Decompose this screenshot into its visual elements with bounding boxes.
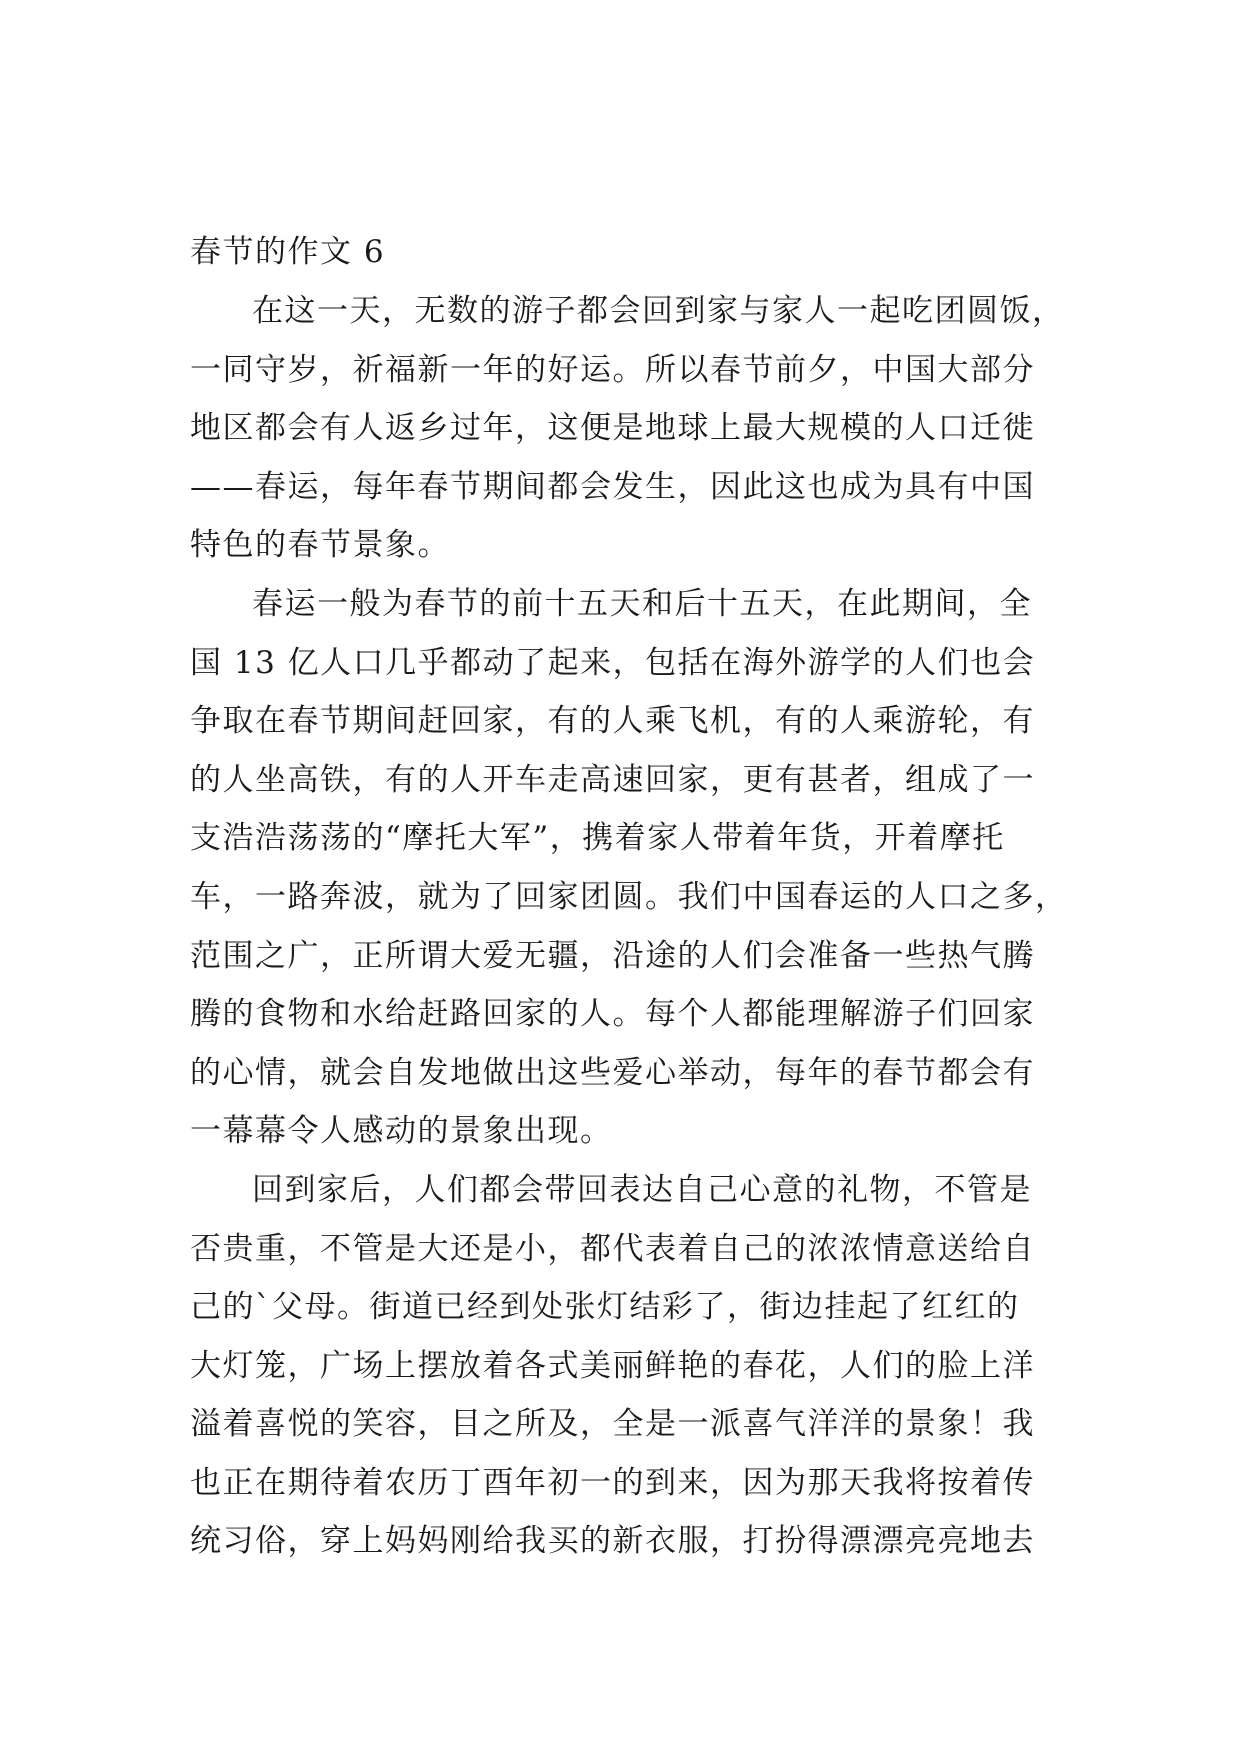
paragraph-1-line-4: ——春运，每年春节期间都会发生，因此这也成为具有中国 (190, 469, 1035, 505)
paragraph-2-line-1: 春运一般为春节的前十五天和后十五天，在此期间，全 (252, 586, 1032, 622)
paragraph-1-line-2: 一同守岁，祈福新一年的好运。所以春节前夕，中国大部分 (190, 352, 1035, 388)
paragraph-2-line-10: 一幕幕令人感动的景象出现。 (190, 1113, 613, 1149)
paragraph-2-line-7: 范围之广，正所谓大爱无疆，沿途的人们会准备一些热气腾 (190, 938, 1035, 974)
paragraph-1-line-5: 特色的春节景象。 (190, 527, 450, 563)
document-title: 春节的作文 6 (190, 234, 386, 270)
paragraph-2-line-6: 车，一路奔波，就为了回家团圆。我们中国春运的人口之多， (190, 879, 1068, 915)
paragraph-3-line-4: 大灯笼，广场上摆放着各式美丽鲜艳的春花，人们的脸上洋 (190, 1348, 1035, 1384)
paragraph-2-line-8: 腾的食物和水给赶路回家的人。每个人都能理解游子们回家 (190, 996, 1035, 1032)
paragraph-3-line-3: 己的`父母。街道已经到处张灯结彩了，街边挂起了红红的 (190, 1289, 1020, 1325)
paragraph-3-line-1: 回到家后，人们都会带回表达自己心意的礼物，不管是 (252, 1172, 1032, 1208)
paragraph-2-line-9: 的心情，就会自发地做出这些爱心举动，每年的春节都会有 (190, 1055, 1035, 1091)
paragraph-2-line-5: 支浩浩荡荡的“摩托大军”，携着家人带着年货，开着摩托 (190, 820, 1005, 856)
paragraph-2-line-4: 的人坐高铁，有的人开车走高速回家，更有甚者，组成了一 (190, 762, 1035, 798)
paragraph-3-line-2: 否贵重，不管是大还是小，都代表着自己的浓浓情意送给自 (190, 1231, 1035, 1267)
paragraph-2-line-3: 争取在春节期间赶回家，有的人乘飞机，有的人乘游轮，有 (190, 703, 1035, 739)
paragraph-1-line-1: 在这一天，无数的游子都会回到家与家人一起吃团圆饭， (252, 293, 1065, 329)
paragraph-1-line-3: 地区都会有人返乡过年，这便是地球上最大规模的人口迁徙 (190, 410, 1035, 446)
paragraph-2-line-2: 国 13 亿人口几乎都动了起来，包括在海外游学的人们也会 (190, 645, 1036, 681)
paragraph-3-line-5: 溢着喜悦的笑容，目之所及，全是一派喜气洋洋的景象！我 (190, 1406, 1035, 1442)
paragraph-3-line-6: 也正在期待着农历丁酉年初一的到来，因为那天我将按着传 (190, 1465, 1035, 1501)
paragraph-3-line-7: 统习俗，穿上妈妈刚给我买的新衣服，打扮得漂漂亮亮地去 (190, 1523, 1035, 1559)
